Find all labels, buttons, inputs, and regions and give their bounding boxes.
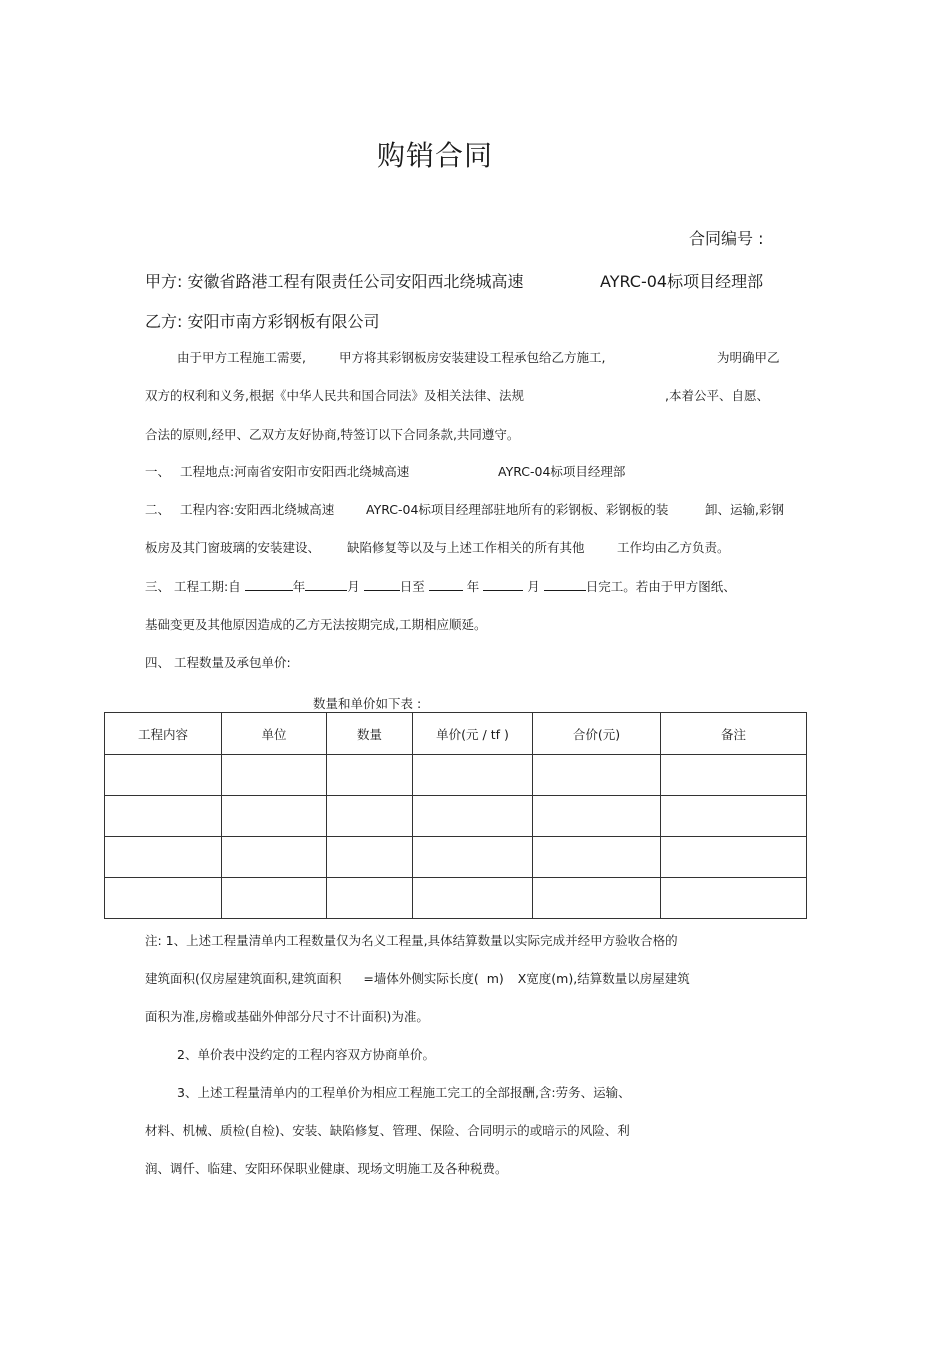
table-cell[interactable] [533, 796, 661, 837]
note1-line2-a: 建筑面积(仅房屋建筑面积,建筑面积 [145, 971, 342, 986]
clause1-text: 工程地点:河南省安阳市安阳西北绕城高速 [180, 464, 410, 479]
clause2-line2-a: 板房及其门窗玻璃的安装建设、 [145, 540, 321, 555]
month2-text: 月 [527, 579, 540, 594]
note1-line3: 面积为准,房檐或基础外伸部分尺寸不计面积)为准。 [145, 1009, 429, 1024]
intro-line1-a: 由于甲方工程施工需要, [177, 350, 306, 365]
table-cell[interactable] [222, 837, 327, 878]
year-text: 年 [292, 579, 306, 594]
party-a-label: 甲方: [145, 272, 183, 291]
month-blank[interactable] [305, 578, 347, 591]
clause2-line1-b: AYRC-04标项目经理部驻地所有的彩钢板、彩钢板的装 [366, 502, 669, 517]
intro-line2-a: 双方的权利和义务,根据《中华人民共和国合同法》及相关法律、法规 [145, 388, 524, 403]
clause4-text: 工程数量及承包单价: [174, 655, 291, 670]
note3-line1: 3、上述工程量清单内的工程单价为相应工程施工完工的全部报酬,含:劳务、运输、 [177, 1085, 631, 1100]
table-cell[interactable] [105, 837, 222, 878]
table-row [105, 796, 807, 837]
clause4-number: 四、 [145, 655, 171, 670]
day-blank[interactable] [364, 578, 400, 591]
month2-blank[interactable] [483, 578, 523, 591]
clause3-label: 工程工期:自 [174, 579, 241, 594]
clause3-number: 三、 [145, 579, 171, 594]
header-work-content: 工程内容 [105, 713, 222, 755]
table-cell[interactable] [661, 755, 807, 796]
table-row [105, 755, 807, 796]
party-b-line [145, 309, 380, 332]
table-header-row [105, 713, 807, 755]
contract-number-label: 合同编号 : [689, 229, 764, 248]
note1-line2 [145, 969, 690, 987]
table-cell[interactable] [413, 755, 533, 796]
party-b-label: 乙方: [145, 312, 183, 331]
table-cell[interactable] [413, 796, 533, 837]
header-total-price: 合价(元) [533, 713, 661, 755]
note1-line2-b: =墙体外侧实际长度( [363, 971, 479, 986]
clause2-line1-c: 卸、运输,彩钢 [705, 502, 784, 517]
table-cell[interactable] [661, 837, 807, 878]
note3-line3: 润、调仟、临建、安阳环保职业健康、现场文明施工及各种税费。 [145, 1161, 508, 1176]
note1-line2-d: X宽度(m),结算数量以房屋建筑 [517, 971, 690, 986]
party-a-name: 安徽省路港工程有限责任公司安阳西北绕城高速 [187, 272, 524, 291]
table-cell[interactable] [413, 837, 533, 878]
table-cell[interactable] [222, 878, 327, 919]
table-cell[interactable] [105, 755, 222, 796]
note1-line2-c: m) [486, 971, 504, 986]
clause4-line [145, 653, 291, 671]
quantity-price-table [104, 712, 807, 919]
table-row [105, 837, 807, 878]
clause2-line2-b: 缺陷修复等以及与上述工作相关的所有其他 [347, 540, 585, 555]
year2-text: 年 [466, 579, 480, 594]
month-text: 月 [347, 579, 360, 594]
table-cell[interactable] [661, 878, 807, 919]
table-cell[interactable] [327, 878, 413, 919]
year2-blank[interactable] [429, 578, 463, 591]
table-row [105, 878, 807, 919]
day2-blank[interactable] [544, 578, 586, 591]
table-cell[interactable] [222, 755, 327, 796]
table-cell[interactable] [105, 796, 222, 837]
intro-line1-b: 甲方将其彩钢板房安装建设工程承包给乙方施工, [339, 350, 606, 365]
intro-line2-b: ,本着公平、自愿、 [665, 388, 769, 403]
table-cell[interactable] [533, 878, 661, 919]
clause1-number: 一、 [145, 464, 171, 479]
table-cell[interactable] [533, 837, 661, 878]
clause2-line1-a: 工程内容:安阳西北绕城高速 [180, 502, 335, 517]
clause3-line1 [145, 577, 736, 595]
table-caption: 数量和单价如下表 : [313, 696, 422, 711]
clause2-number: 二、 [145, 502, 171, 517]
note2: 2、单价表中没约定的工程内容双方协商单价。 [177, 1047, 435, 1062]
intro-line3: 合法的原则,经甲、乙双方友好协商,特签订以下合同条款,共同遵守。 [145, 427, 520, 442]
intro-line1-c: 为明确甲乙 [717, 350, 780, 365]
note1-line1: 注: 1、上述工程量清单内工程数量仅为名义工程量,具体结算数量以实际完成并经甲方验收合格的 [145, 933, 678, 948]
party-a-dept: AYRC-04标项目经理部 [600, 272, 764, 291]
table-cell[interactable] [533, 755, 661, 796]
table-cell[interactable] [327, 837, 413, 878]
day-to-text: 日至 [399, 579, 425, 594]
table-cell[interactable] [661, 796, 807, 837]
table-cell[interactable] [327, 796, 413, 837]
header-unit-price: 单价(元 / tf ) [413, 713, 533, 755]
table-cell[interactable] [413, 878, 533, 919]
table-cell[interactable] [222, 796, 327, 837]
finish-text: 日完工。若由于甲方图纸、 [585, 579, 736, 594]
clause2-line2-c: 工作均由乙方负责。 [617, 540, 730, 555]
party-b-name: 安阳市南方彩钢板有限公司 [187, 312, 380, 331]
header-quantity: 数量 [327, 713, 413, 755]
clause1-dept: AYRC-04标项目经理部 [498, 464, 626, 479]
header-remarks: 备注 [661, 713, 807, 755]
table-cell[interactable] [327, 755, 413, 796]
note3-line2: 材料、机械、质检(自检)、安装、缺陷修复、管理、保险、合同明示的或暗示的风险、利 [145, 1123, 630, 1138]
year-blank[interactable] [245, 578, 293, 591]
clause3-line2: 基础变更及其他原因造成的乙方无法按期完成,工期相应顺延。 [145, 617, 487, 632]
table-cell[interactable] [105, 878, 222, 919]
document-title: 购销合同 [377, 139, 494, 172]
header-unit: 单位 [222, 713, 327, 755]
party-a-line [145, 269, 524, 292]
